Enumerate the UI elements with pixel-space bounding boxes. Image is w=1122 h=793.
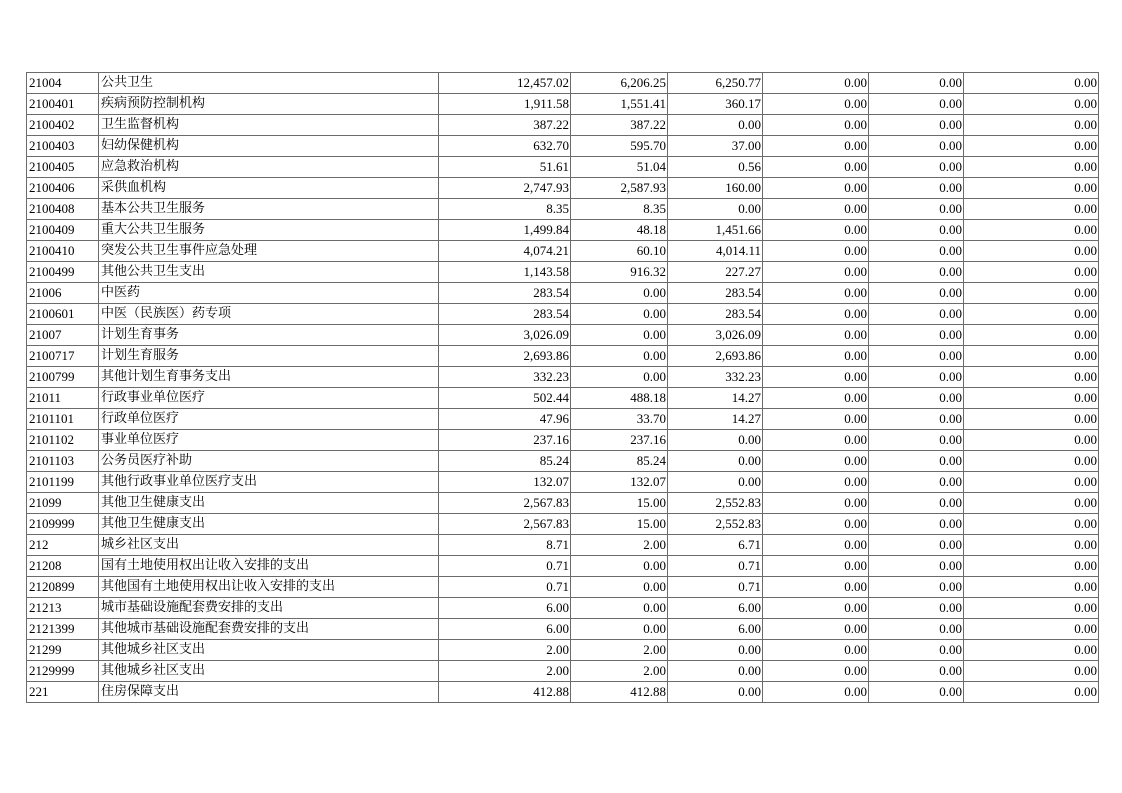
subject-name-cell: 计划生育服务: [99, 346, 439, 367]
project-expenditure-cell: 0.56: [668, 157, 763, 178]
total-amount-cell: 1,499.84: [439, 220, 571, 241]
total-amount-cell: 47.96: [439, 409, 571, 430]
col-8-amount-cell: 0.00: [964, 73, 1099, 94]
col-6-amount-cell: 0.00: [763, 388, 869, 409]
project-expenditure-cell: 14.27: [668, 388, 763, 409]
table-row: [27, 157, 1099, 178]
subject-code-cell: 2100409: [27, 220, 99, 241]
subject-code-cell: 2129999: [27, 661, 99, 682]
basic-expenditure-cell: 2.00: [571, 661, 668, 682]
col-8-amount-cell: 0.00: [964, 220, 1099, 241]
subject-code-cell: 221: [27, 682, 99, 703]
subject-name-cell: 其他国有土地使用权出让收入安排的支出: [99, 577, 439, 598]
table-body: [27, 73, 1099, 703]
project-expenditure-cell: 283.54: [668, 283, 763, 304]
col-8-amount-cell: 0.00: [964, 430, 1099, 451]
basic-expenditure-cell: 132.07: [571, 472, 668, 493]
col-7-amount-cell: 0.00: [869, 241, 964, 262]
total-amount-cell: 283.54: [439, 304, 571, 325]
col-6-amount-cell: 0.00: [763, 283, 869, 304]
col-7-amount-cell: 0.00: [869, 115, 964, 136]
basic-expenditure-cell: 595.70: [571, 136, 668, 157]
col-7-amount-cell: 0.00: [869, 661, 964, 682]
subject-name-cell: 住房保障支出: [99, 682, 439, 703]
col-6-amount-cell: 0.00: [763, 157, 869, 178]
table-row: [27, 94, 1099, 115]
subject-code-cell: 2100405: [27, 157, 99, 178]
project-expenditure-cell: 0.00: [668, 115, 763, 136]
col-8-amount-cell: 0.00: [964, 388, 1099, 409]
table-row: [27, 136, 1099, 157]
table-row: [27, 556, 1099, 577]
col-6-amount-cell: 0.00: [763, 346, 869, 367]
basic-expenditure-cell: 15.00: [571, 514, 668, 535]
subject-name-cell: 其他卫生健康支出: [99, 493, 439, 514]
project-expenditure-cell: 360.17: [668, 94, 763, 115]
subject-code-cell: 2101103: [27, 451, 99, 472]
table-row: [27, 283, 1099, 304]
total-amount-cell: 412.88: [439, 682, 571, 703]
table-row: [27, 598, 1099, 619]
project-expenditure-cell: 0.00: [668, 640, 763, 661]
total-amount-cell: 2,693.86: [439, 346, 571, 367]
subject-name-cell: 妇幼保健机构: [99, 136, 439, 157]
project-expenditure-cell: 3,026.09: [668, 325, 763, 346]
project-expenditure-cell: 0.71: [668, 577, 763, 598]
total-amount-cell: 0.71: [439, 577, 571, 598]
basic-expenditure-cell: 2.00: [571, 640, 668, 661]
col-8-amount-cell: 0.00: [964, 598, 1099, 619]
project-expenditure-cell: 2,552.83: [668, 493, 763, 514]
col-6-amount-cell: 0.00: [763, 682, 869, 703]
col-7-amount-cell: 0.00: [869, 367, 964, 388]
table-row: [27, 304, 1099, 325]
col-7-amount-cell: 0.00: [869, 262, 964, 283]
basic-expenditure-cell: 0.00: [571, 619, 668, 640]
total-amount-cell: 8.71: [439, 535, 571, 556]
basic-expenditure-cell: 1,551.41: [571, 94, 668, 115]
basic-expenditure-cell: 2,587.93: [571, 178, 668, 199]
total-amount-cell: 3,026.09: [439, 325, 571, 346]
total-amount-cell: 0.71: [439, 556, 571, 577]
table-row: [27, 409, 1099, 430]
col-6-amount-cell: 0.00: [763, 367, 869, 388]
col-7-amount-cell: 0.00: [869, 325, 964, 346]
project-expenditure-cell: 0.00: [668, 661, 763, 682]
basic-expenditure-cell: 916.32: [571, 262, 668, 283]
basic-expenditure-cell: 0.00: [571, 556, 668, 577]
project-expenditure-cell: 0.00: [668, 451, 763, 472]
total-amount-cell: 6.00: [439, 598, 571, 619]
table-row: [27, 493, 1099, 514]
col-6-amount-cell: 0.00: [763, 598, 869, 619]
subject-code-cell: 2121399: [27, 619, 99, 640]
subject-code-cell: 212: [27, 535, 99, 556]
budget-table: [26, 72, 1099, 703]
col-7-amount-cell: 0.00: [869, 304, 964, 325]
basic-expenditure-cell: 0.00: [571, 367, 668, 388]
subject-code-cell: 2100717: [27, 346, 99, 367]
col-7-amount-cell: 0.00: [869, 598, 964, 619]
total-amount-cell: 1,911.58: [439, 94, 571, 115]
basic-expenditure-cell: 33.70: [571, 409, 668, 430]
col-6-amount-cell: 0.00: [763, 556, 869, 577]
col-6-amount-cell: 0.00: [763, 472, 869, 493]
col-8-amount-cell: 0.00: [964, 94, 1099, 115]
col-7-amount-cell: 0.00: [869, 619, 964, 640]
basic-expenditure-cell: 2.00: [571, 535, 668, 556]
table-row: [27, 262, 1099, 283]
basic-expenditure-cell: 488.18: [571, 388, 668, 409]
subject-name-cell: 行政单位医疗: [99, 409, 439, 430]
basic-expenditure-cell: 8.35: [571, 199, 668, 220]
table-row: [27, 178, 1099, 199]
total-amount-cell: 332.23: [439, 367, 571, 388]
col-7-amount-cell: 0.00: [869, 556, 964, 577]
total-amount-cell: 2,747.93: [439, 178, 571, 199]
col-7-amount-cell: 0.00: [869, 577, 964, 598]
col-8-amount-cell: 0.00: [964, 178, 1099, 199]
col-6-amount-cell: 0.00: [763, 220, 869, 241]
project-expenditure-cell: 1,451.66: [668, 220, 763, 241]
col-8-amount-cell: 0.00: [964, 472, 1099, 493]
subject-name-cell: 卫生监督机构: [99, 115, 439, 136]
total-amount-cell: 12,457.02: [439, 73, 571, 94]
subject-code-cell: 21213: [27, 598, 99, 619]
col-6-amount-cell: 0.00: [763, 493, 869, 514]
col-6-amount-cell: 0.00: [763, 451, 869, 472]
subject-code-cell: 2120899: [27, 577, 99, 598]
col-7-amount-cell: 0.00: [869, 472, 964, 493]
col-6-amount-cell: 0.00: [763, 241, 869, 262]
project-expenditure-cell: 0.71: [668, 556, 763, 577]
col-8-amount-cell: 0.00: [964, 346, 1099, 367]
col-6-amount-cell: 0.00: [763, 178, 869, 199]
col-7-amount-cell: 0.00: [869, 430, 964, 451]
subject-code-cell: 2100402: [27, 115, 99, 136]
col-7-amount-cell: 0.00: [869, 451, 964, 472]
table-row: [27, 661, 1099, 682]
subject-code-cell: 2100401: [27, 94, 99, 115]
project-expenditure-cell: 6.00: [668, 619, 763, 640]
table-row: [27, 325, 1099, 346]
table-row: [27, 577, 1099, 598]
project-expenditure-cell: 283.54: [668, 304, 763, 325]
project-expenditure-cell: 6.00: [668, 598, 763, 619]
table-row: [27, 241, 1099, 262]
project-expenditure-cell: 0.00: [668, 199, 763, 220]
basic-expenditure-cell: 0.00: [571, 598, 668, 619]
col-7-amount-cell: 0.00: [869, 346, 964, 367]
basic-expenditure-cell: 6,206.25: [571, 73, 668, 94]
subject-code-cell: 2100410: [27, 241, 99, 262]
total-amount-cell: 51.61: [439, 157, 571, 178]
subject-name-cell: 其他城市基础设施配套费安排的支出: [99, 619, 439, 640]
subject-name-cell: 其他卫生健康支出: [99, 514, 439, 535]
col-8-amount-cell: 0.00: [964, 409, 1099, 430]
subject-code-cell: 2100406: [27, 178, 99, 199]
subject-code-cell: 2101102: [27, 430, 99, 451]
col-7-amount-cell: 0.00: [869, 73, 964, 94]
basic-expenditure-cell: 0.00: [571, 346, 668, 367]
subject-code-cell: 2100403: [27, 136, 99, 157]
basic-expenditure-cell: 0.00: [571, 577, 668, 598]
subject-name-cell: 行政事业单位医疗: [99, 388, 439, 409]
subject-code-cell: 2100601: [27, 304, 99, 325]
col-8-amount-cell: 0.00: [964, 577, 1099, 598]
total-amount-cell: 237.16: [439, 430, 571, 451]
subject-code-cell: 2101101: [27, 409, 99, 430]
basic-expenditure-cell: 15.00: [571, 493, 668, 514]
table-row: [27, 346, 1099, 367]
total-amount-cell: 8.35: [439, 199, 571, 220]
project-expenditure-cell: 6,250.77: [668, 73, 763, 94]
subject-name-cell: 城市基础设施配套费安排的支出: [99, 598, 439, 619]
table-row: [27, 430, 1099, 451]
subject-code-cell: 21006: [27, 283, 99, 304]
total-amount-cell: 283.54: [439, 283, 571, 304]
subject-name-cell: 中医（民族医）药专项: [99, 304, 439, 325]
col-8-amount-cell: 0.00: [964, 514, 1099, 535]
col-8-amount-cell: 0.00: [964, 535, 1099, 556]
col-7-amount-cell: 0.00: [869, 682, 964, 703]
col-8-amount-cell: 0.00: [964, 241, 1099, 262]
table-row: [27, 115, 1099, 136]
subject-name-cell: 基本公共卫生服务: [99, 199, 439, 220]
col-8-amount-cell: 0.00: [964, 325, 1099, 346]
col-6-amount-cell: 0.00: [763, 514, 869, 535]
col-7-amount-cell: 0.00: [869, 409, 964, 430]
subject-name-cell: 采供血机构: [99, 178, 439, 199]
col-7-amount-cell: 0.00: [869, 136, 964, 157]
col-8-amount-cell: 0.00: [964, 304, 1099, 325]
col-6-amount-cell: 0.00: [763, 94, 869, 115]
col-8-amount-cell: 0.00: [964, 157, 1099, 178]
col-6-amount-cell: 0.00: [763, 409, 869, 430]
subject-code-cell: 21007: [27, 325, 99, 346]
col-6-amount-cell: 0.00: [763, 115, 869, 136]
col-8-amount-cell: 0.00: [964, 493, 1099, 514]
table-row: [27, 682, 1099, 703]
total-amount-cell: 85.24: [439, 451, 571, 472]
col-7-amount-cell: 0.00: [869, 220, 964, 241]
col-6-amount-cell: 0.00: [763, 661, 869, 682]
subject-name-cell: 中医药: [99, 283, 439, 304]
col-8-amount-cell: 0.00: [964, 451, 1099, 472]
subject-name-cell: 其他行政事业单位医疗支出: [99, 472, 439, 493]
col-7-amount-cell: 0.00: [869, 493, 964, 514]
total-amount-cell: 2,567.83: [439, 493, 571, 514]
col-6-amount-cell: 0.00: [763, 325, 869, 346]
table-row: [27, 388, 1099, 409]
project-expenditure-cell: 37.00: [668, 136, 763, 157]
subject-name-cell: 国有土地使用权出让收入安排的支出: [99, 556, 439, 577]
subject-name-cell: 疾病预防控制机构: [99, 94, 439, 115]
col-7-amount-cell: 0.00: [869, 157, 964, 178]
col-6-amount-cell: 0.00: [763, 304, 869, 325]
col-8-amount-cell: 0.00: [964, 682, 1099, 703]
col-7-amount-cell: 0.00: [869, 514, 964, 535]
col-8-amount-cell: 0.00: [964, 262, 1099, 283]
subject-name-cell: 应急救治机构: [99, 157, 439, 178]
col-7-amount-cell: 0.00: [869, 535, 964, 556]
project-expenditure-cell: 2,693.86: [668, 346, 763, 367]
basic-expenditure-cell: 237.16: [571, 430, 668, 451]
col-6-amount-cell: 0.00: [763, 535, 869, 556]
basic-expenditure-cell: 60.10: [571, 241, 668, 262]
subject-code-cell: 2100499: [27, 262, 99, 283]
total-amount-cell: 1,143.58: [439, 262, 571, 283]
subject-name-cell: 其他计划生育事务支出: [99, 367, 439, 388]
total-amount-cell: 502.44: [439, 388, 571, 409]
subject-code-cell: 2100408: [27, 199, 99, 220]
basic-expenditure-cell: 85.24: [571, 451, 668, 472]
project-expenditure-cell: 4,014.11: [668, 241, 763, 262]
subject-name-cell: 突发公共卫生事件应急处理: [99, 241, 439, 262]
col-6-amount-cell: 0.00: [763, 262, 869, 283]
table-row: [27, 220, 1099, 241]
basic-expenditure-cell: 51.04: [571, 157, 668, 178]
basic-expenditure-cell: 0.00: [571, 304, 668, 325]
total-amount-cell: 632.70: [439, 136, 571, 157]
table-row: [27, 73, 1099, 94]
total-amount-cell: 4,074.21: [439, 241, 571, 262]
col-7-amount-cell: 0.00: [869, 283, 964, 304]
subject-code-cell: 2100799: [27, 367, 99, 388]
subject-code-cell: 21011: [27, 388, 99, 409]
subject-name-cell: 其他城乡社区支出: [99, 640, 439, 661]
subject-code-cell: 21004: [27, 73, 99, 94]
project-expenditure-cell: 227.27: [668, 262, 763, 283]
project-expenditure-cell: 0.00: [668, 682, 763, 703]
subject-name-cell: 城乡社区支出: [99, 535, 439, 556]
col-8-amount-cell: 0.00: [964, 115, 1099, 136]
table-row: [27, 199, 1099, 220]
col-8-amount-cell: 0.00: [964, 199, 1099, 220]
col-7-amount-cell: 0.00: [869, 94, 964, 115]
table-row: [27, 535, 1099, 556]
total-amount-cell: 2.00: [439, 640, 571, 661]
subject-name-cell: 公共卫生: [99, 73, 439, 94]
subject-code-cell: 2101199: [27, 472, 99, 493]
project-expenditure-cell: 14.27: [668, 409, 763, 430]
basic-expenditure-cell: 412.88: [571, 682, 668, 703]
table-row: [27, 514, 1099, 535]
basic-expenditure-cell: 48.18: [571, 220, 668, 241]
col-6-amount-cell: 0.00: [763, 199, 869, 220]
project-expenditure-cell: 332.23: [668, 367, 763, 388]
subject-code-cell: 21099: [27, 493, 99, 514]
subject-name-cell: 其他公共卫生支出: [99, 262, 439, 283]
total-amount-cell: 387.22: [439, 115, 571, 136]
col-8-amount-cell: 0.00: [964, 136, 1099, 157]
col-8-amount-cell: 0.00: [964, 556, 1099, 577]
subject-name-cell: 事业单位医疗: [99, 430, 439, 451]
col-6-amount-cell: 0.00: [763, 577, 869, 598]
col-6-amount-cell: 0.00: [763, 136, 869, 157]
project-expenditure-cell: 0.00: [668, 472, 763, 493]
table-row: [27, 451, 1099, 472]
table-row: [27, 640, 1099, 661]
project-expenditure-cell: 0.00: [668, 430, 763, 451]
col-7-amount-cell: 0.00: [869, 640, 964, 661]
col-7-amount-cell: 0.00: [869, 388, 964, 409]
total-amount-cell: 2.00: [439, 661, 571, 682]
table-row: [27, 472, 1099, 493]
total-amount-cell: 2,567.83: [439, 514, 571, 535]
subject-name-cell: 其他城乡社区支出: [99, 661, 439, 682]
project-expenditure-cell: 2,552.83: [668, 514, 763, 535]
basic-expenditure-cell: 387.22: [571, 115, 668, 136]
project-expenditure-cell: 160.00: [668, 178, 763, 199]
table-row: [27, 367, 1099, 388]
col-8-amount-cell: 0.00: [964, 283, 1099, 304]
project-expenditure-cell: 6.71: [668, 535, 763, 556]
table-row: [27, 619, 1099, 640]
subject-code-cell: 21299: [27, 640, 99, 661]
subject-name-cell: 重大公共卫生服务: [99, 220, 439, 241]
col-6-amount-cell: 0.00: [763, 619, 869, 640]
basic-expenditure-cell: 0.00: [571, 283, 668, 304]
col-8-amount-cell: 0.00: [964, 661, 1099, 682]
col-6-amount-cell: 0.00: [763, 640, 869, 661]
col-6-amount-cell: 0.00: [763, 430, 869, 451]
subject-code-cell: 21208: [27, 556, 99, 577]
col-8-amount-cell: 0.00: [964, 367, 1099, 388]
subject-code-cell: 2109999: [27, 514, 99, 535]
col-7-amount-cell: 0.00: [869, 178, 964, 199]
subject-name-cell: 公务员医疗补助: [99, 451, 439, 472]
basic-expenditure-cell: 0.00: [571, 325, 668, 346]
total-amount-cell: 6.00: [439, 619, 571, 640]
total-amount-cell: 132.07: [439, 472, 571, 493]
col-8-amount-cell: 0.00: [964, 619, 1099, 640]
col-7-amount-cell: 0.00: [869, 199, 964, 220]
col-6-amount-cell: 0.00: [763, 73, 869, 94]
subject-name-cell: 计划生育事务: [99, 325, 439, 346]
col-8-amount-cell: 0.00: [964, 640, 1099, 661]
